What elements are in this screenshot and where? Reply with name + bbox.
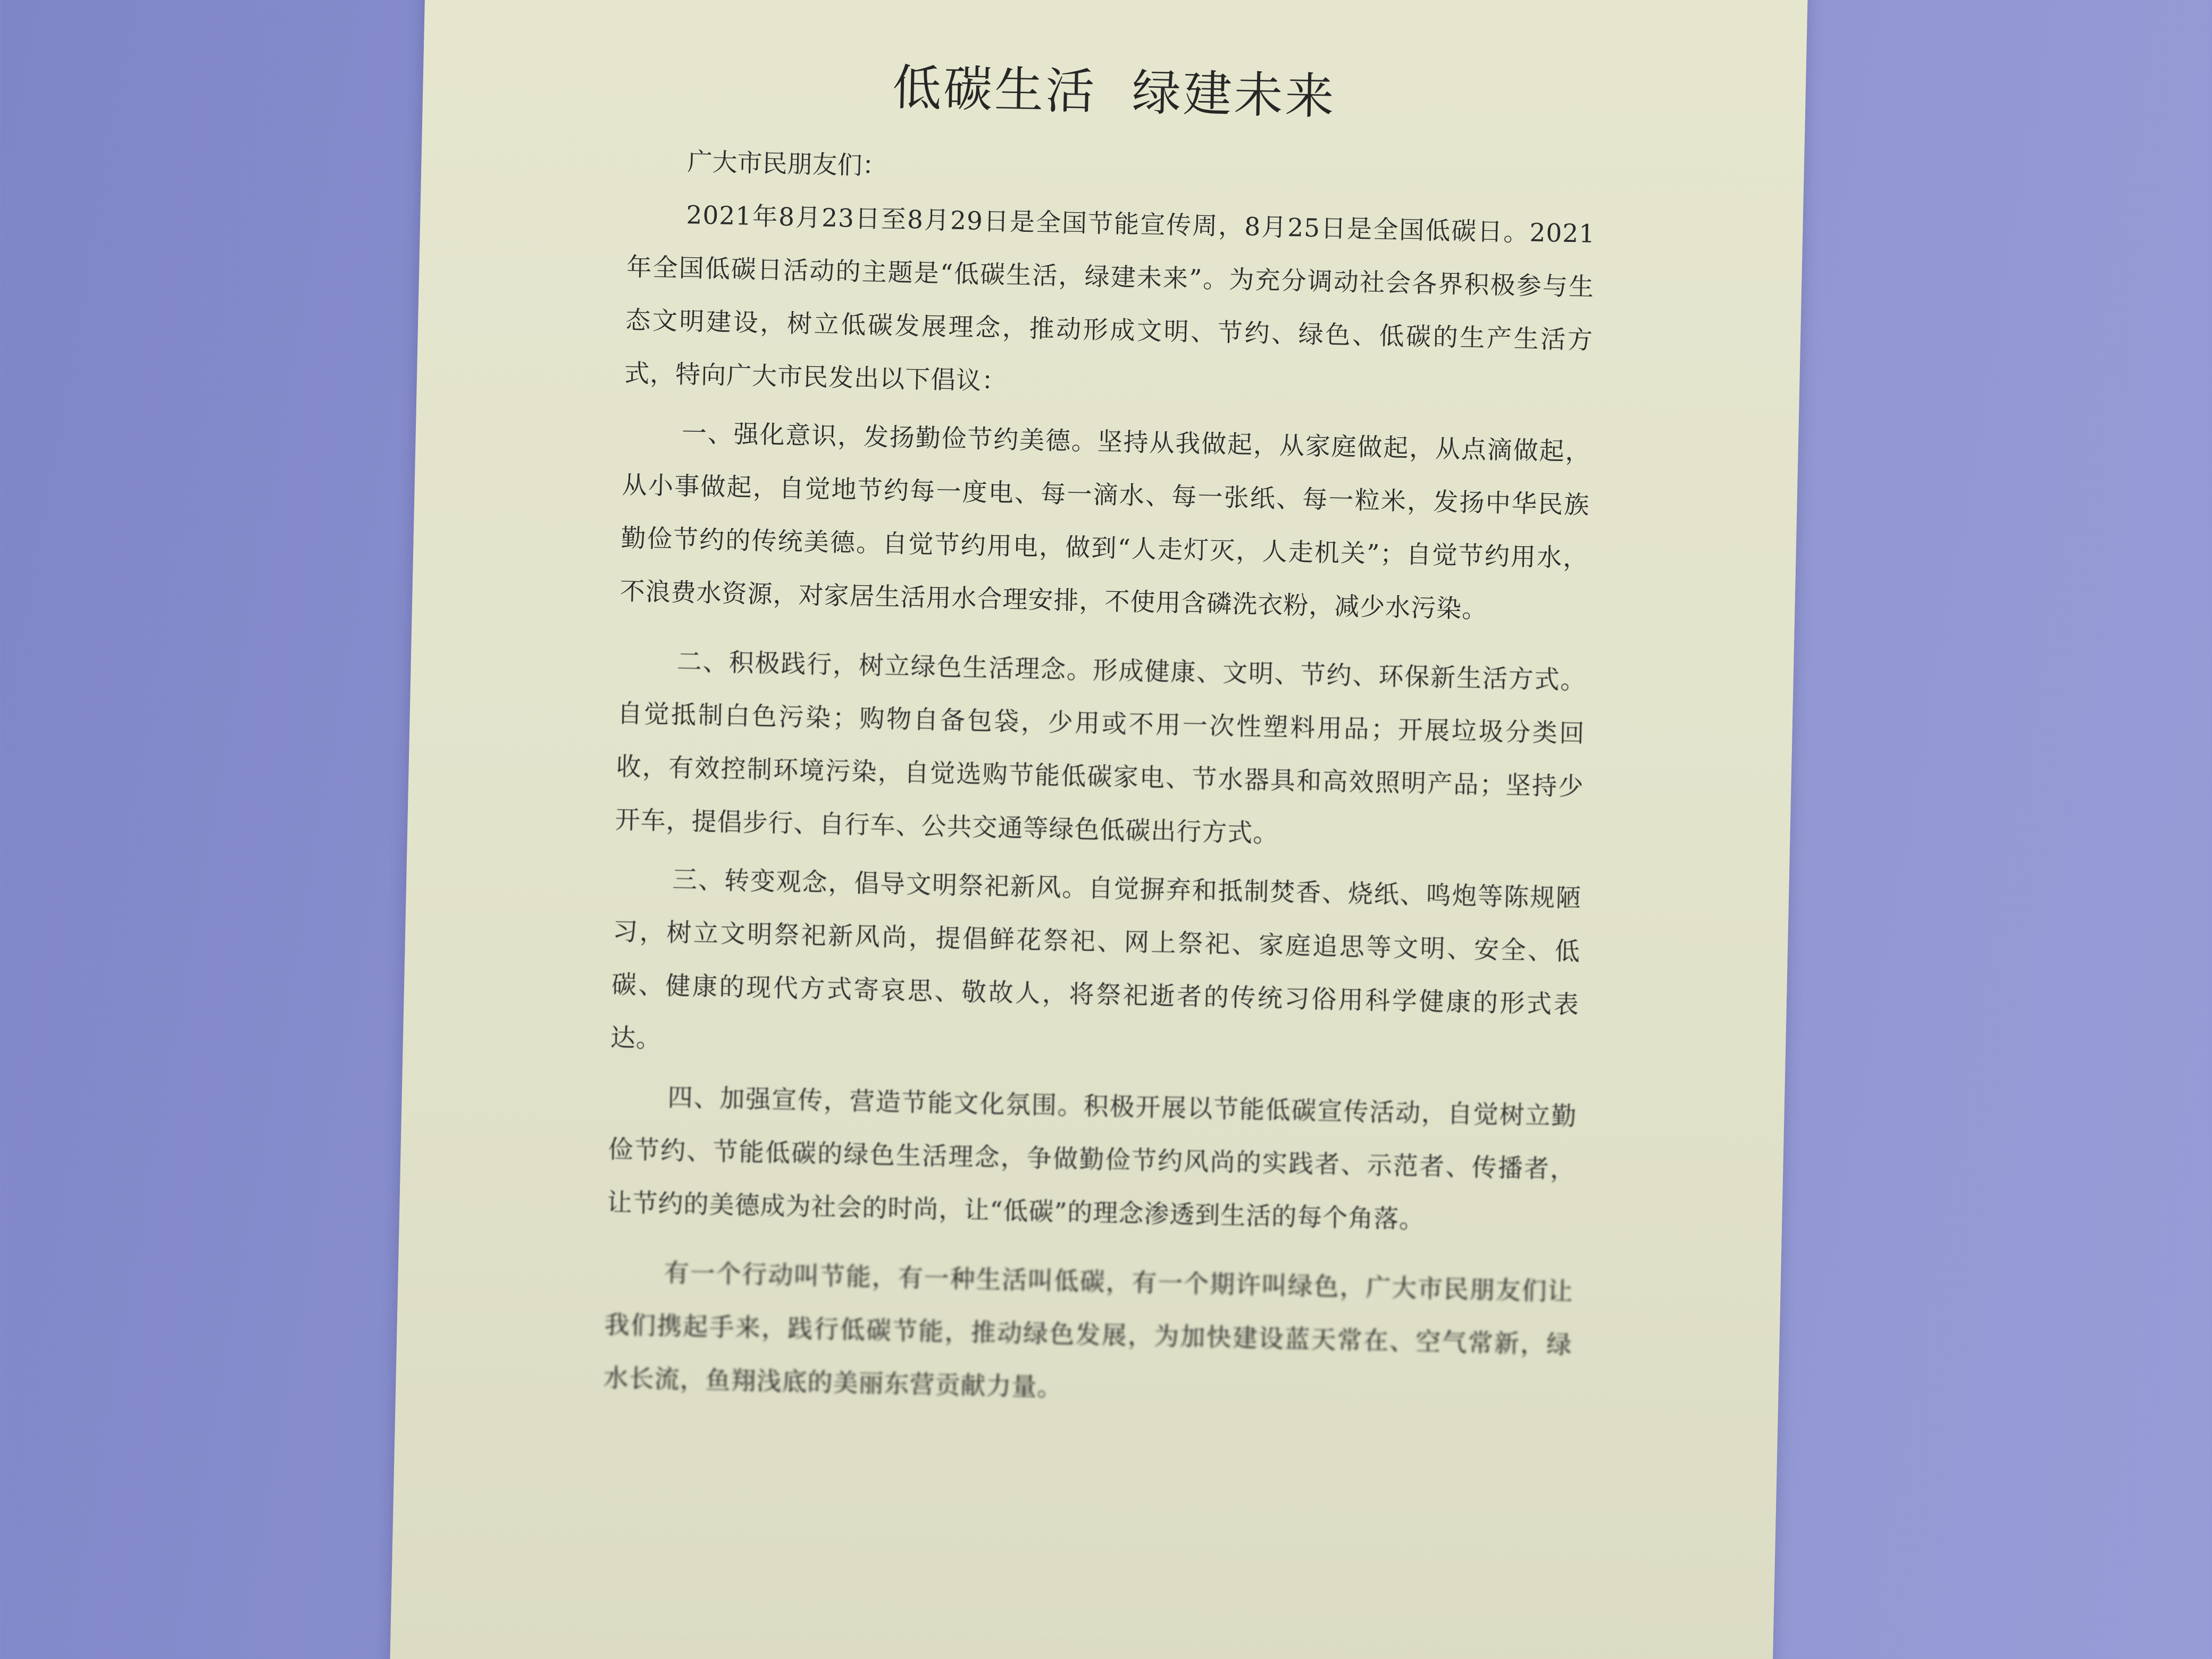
salutation: 广大市民朋友们： <box>687 147 888 181</box>
document-body <box>602 43 1598 1431</box>
paragraph-point-4: 四、加强宣传，营造节能文化氛围。积极开展以节能低碳宣传活动，自觉树立勤俭节约、节能低碳的绿色生活理念，争做勤俭节约风尚的实践者、示范者、传播者，让节约的美德成为社会的时尚，让“低碳”的理念渗透到生活的每个角落。 <box>607 1083 1577 1235</box>
paragraph-point-3: 三、转变观念，倡导文明祭祀新风。自觉摒弃和抵制焚香、烧纸、鸣炮等陈规陋习，树立文明祭祀新风尚，提倡鲜花祭祀、网上祭祀、家庭追思等文明、安全、低碳、健康的现代方式寄哀思、敬故人，将祭祀逝者的传统习俗用科学健康的形式表达。 <box>610 865 1582 1054</box>
paragraph-point-2: 二、积极践行，树立绿色生活理念。形成健康、文明、节约、环保新生活方式。自觉抵制白色污染；购物自备包袋，少用或不用一次性塑料用品；开展垃圾分类回收，有效控制环境污染，自觉选购节能低碳家电、节水器具和高效照明产品；坚持少开车，提倡步行、自行车、公共交通等绿色低碳出行方式。 <box>615 647 1587 849</box>
paragraph-point-1: 一、强化意识，发扬勤俭节约美德。坚持从我做起，从家庭做起，从点滴做起，从小事做起，自觉地节约每一度电、每一滴水、每一张纸、每一粒米，发扬中华民族勤俭节约的传统美德。自觉节约用电，做到“人走灯灭，人走机关”；自觉节约用水，不浪费水资源，对家居生活用水合理安排，不使用含磷洗衣粉，减少水污染。 <box>619 418 1591 624</box>
paper-sheet <box>389 0 1808 1659</box>
document-title: 低碳生活 绿建未来 <box>892 59 1337 125</box>
paragraph-intro: 2021年8月23日至8月29日是全国节能宣传周，8月25日是全国低碳日。2021年全国低碳日活动的主题是“低碳生活，绿建未来”。为充分调动社会各界积极参与生态文明建设，树立低碳发展理念，推动形成文明、节约、绿色、低碳的生产生活方式，特向广大市民发出以下倡议： <box>624 200 1596 396</box>
paragraph-closing: 有一个行动叫节能，有一种生活叫低碳，有一个期许叫绿色，广大市民朋友们让我们携起手来，践行低碳节能，推动绿色发展，为加快建设蓝天常在、空气常新，绿水长流，鱼翔浅底的美丽东营贡献力量。 <box>603 1258 1574 1403</box>
